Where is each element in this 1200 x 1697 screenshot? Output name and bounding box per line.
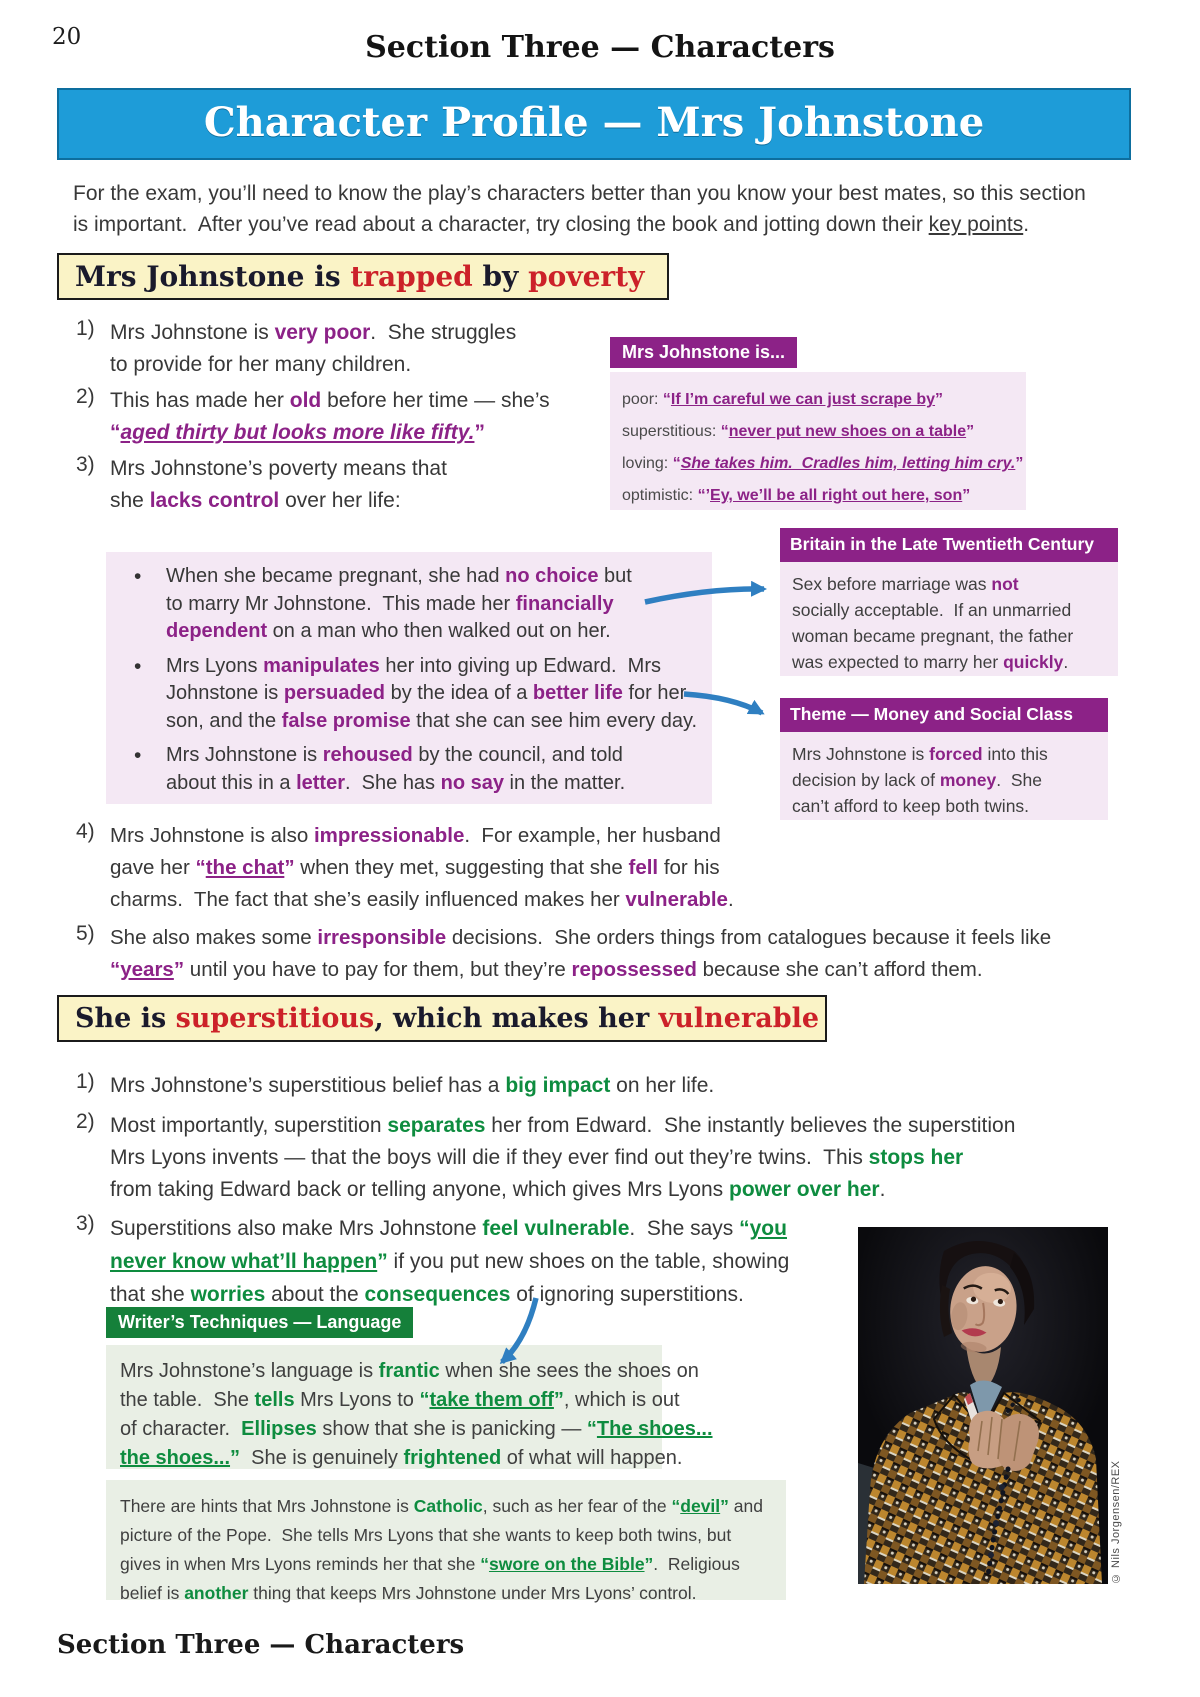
bullet-item <box>134 742 712 797</box>
quote-box-body: poor: “If I’m careful we can just scrape by” superstitious: “never put new shoes on a table” loving: “She takes him. Cradles him, letting him cry.” optimistic: “’Ey, we’ll be all right out here, son” <box>610 372 1026 510</box>
heading-trapped-by-poverty: Mrs Johnstone is trapped by poverty <box>57 253 669 300</box>
quote-box-header: Mrs Johnstone is... <box>610 337 797 368</box>
page-title: Character Profile — Mrs Johnstone <box>203 99 985 146</box>
page-number: 20 <box>52 24 82 50</box>
intro-paragraph: For the exam, you’ll need to know the play’s characters better than you know your best mates, so this section is important. After you’ve read about a character, try closing the book and jotting down their key points. <box>73 182 1086 236</box>
list-number: 2) <box>76 1110 95 1133</box>
bullet-text: Mrs Johnstone is rehoused by the council, and told about this in a letter. She has no say in the matter. <box>166 744 626 794</box>
list-number: 1) <box>76 1070 95 1093</box>
heading-superstitious-vulnerable: She is superstitious, which makes her vulnerable <box>57 995 827 1042</box>
theme-box-header: Theme — Money and Social Class <box>780 698 1108 732</box>
list-number: 4) <box>76 820 95 843</box>
list-number: 2) <box>76 385 95 408</box>
list-item: This has made her old before her time — she’s “aged thirty but looks more like fifty.” <box>110 389 550 444</box>
religion-note-box: There are hints that Mrs Johnstone is Catholic, such as her fear of the “devil” and picture of the Pope. She tells Mrs Lyons that she wants to keep both twins, but gives in when Mrs Lyons reminds her that she “swore on the Bible”. Religious belief is another thing that keeps Mrs Johnstone under Mrs Lyons’ control. <box>106 1480 786 1600</box>
photo-illustration <box>858 1227 1108 1584</box>
footer-section-title: Section Three — Characters <box>57 1630 465 1660</box>
list-number: 1) <box>76 317 95 340</box>
list-item: Mrs Johnstone’s superstitious belief has a big impact on her life. <box>110 1074 715 1097</box>
list-number: 3) <box>76 453 95 476</box>
lacks-control-bullet-box <box>106 552 712 804</box>
bullet-item <box>134 653 712 736</box>
list-item: Most importantly, superstition separates her from Edward. She instantly believes the superstition Mrs Lyons invents — that the boys will die if they ever find out they’re twins. This stops her from taking Edward back or telling anyone, which gives Mrs Lyons power over her. <box>110 1114 1016 1201</box>
list-item: Mrs Johnstone is very poor. She struggles to provide for her many children. <box>110 321 517 376</box>
list-number: 5) <box>76 922 95 945</box>
list-item: Superstitions also make Mrs Johnstone feel vulnerable. She says “you never know what’ll happen” if you put new shoes on the table, showing that she worries about the consequences of ignoring superstitions. <box>110 1217 790 1306</box>
list-item: Mrs Johnstone is also impressionable. For example, her husband gave her “the chat” when they met, suggesting that she fell for his charms. The fact that she’s easily influenced makes her vulnerable. <box>110 824 734 911</box>
photo-mrs-johnstone <box>858 1227 1108 1584</box>
theme-box-body: Mrs Johnstone is forced into this decision by lack of money. She can’t afford to keep both twins. <box>780 732 1108 820</box>
context-box-header: Britain in the Late Twentieth Century <box>780 528 1118 562</box>
bullet-icon: • <box>134 565 142 588</box>
list-item: Mrs Johnstone’s poverty means that she lacks control over her life: <box>110 457 447 512</box>
section-header: Section Three — Characters <box>365 30 835 65</box>
writers-techniques-header: Writer’s Techniques — Language <box>106 1307 413 1338</box>
list-item: She also makes some irresponsible decisions. She orders things from catalogues because it feels like “years” until you have to pay for them, but they’re repossessed because she can’t afford them. <box>110 926 1052 981</box>
writers-techniques-body: Mrs Johnstone’s language is frantic when she sees the shoes on the table. She tells Mrs Lyons to “take them off”, which is out of character. Ellipses show that she is panicking — “The shoes... the shoes...” She is genuinely frightened of what will happen. <box>106 1345 662 1469</box>
photo-credit: © Nils Jorgensen/REX <box>1110 1460 1122 1584</box>
context-box-body: Sex before marriage was not socially acceptable. If an unmarried woman became pregnant, the father was expected to marry her quickly. <box>780 562 1118 676</box>
list-number: 3) <box>76 1212 95 1235</box>
bullet-icon: • <box>134 654 142 678</box>
bullet-item <box>134 563 712 646</box>
bullet-icon: • <box>134 744 142 767</box>
bullet-text: When she became pregnant, she had no choice but to marry Mr Johnstone. This made her financially dependent on a man who then walked out on her. <box>166 565 632 642</box>
bullet-text: Mrs Lyons manipulates her into giving up Edward. Mrs Johnstone is persuaded by the idea of a better life for her son, and the false promise that she can see him every day. <box>166 654 698 732</box>
page-title-banner <box>57 88 1131 160</box>
